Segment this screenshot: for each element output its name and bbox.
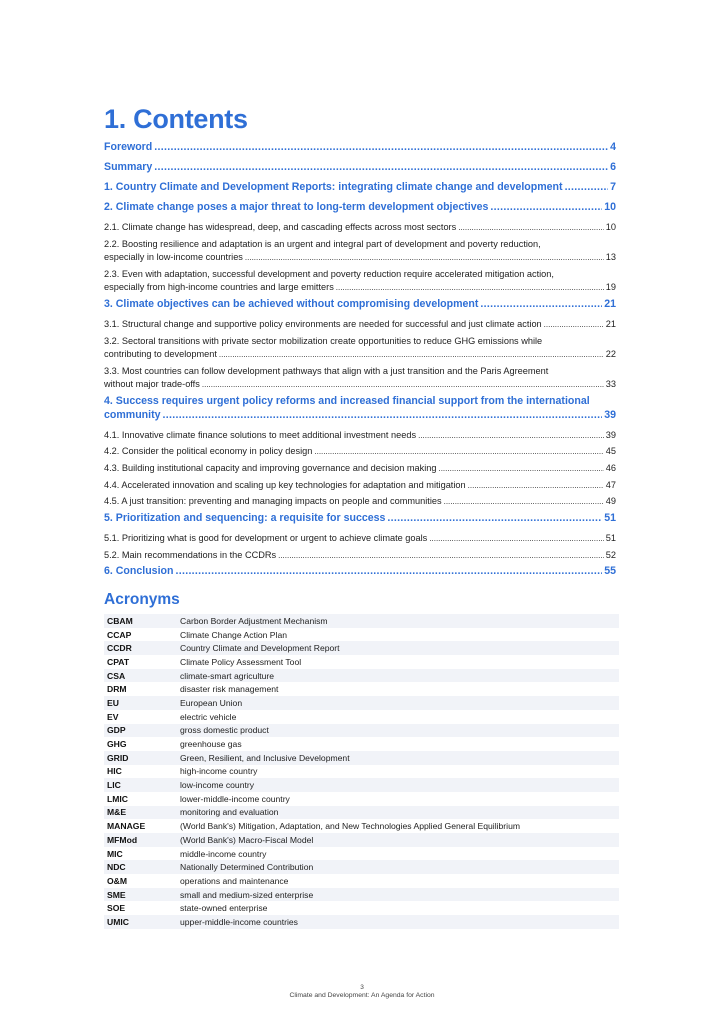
toc-dot-leader xyxy=(418,429,604,443)
toc-page-number: 19 xyxy=(605,282,616,293)
acronym-row xyxy=(104,751,619,765)
toc-page-number: 4 xyxy=(610,141,616,153)
acronym-abbreviation: SOE xyxy=(107,903,126,914)
toc-section-link[interactable] xyxy=(104,365,616,392)
toc-page-number: 51 xyxy=(605,533,616,544)
acronym-definition: high-income country xyxy=(180,766,258,777)
toc-section-link[interactable] xyxy=(104,462,616,476)
toc-page-number: 21 xyxy=(605,319,616,330)
acronym-definition: disaster risk management xyxy=(180,684,279,695)
acronym-abbreviation: CCDR xyxy=(104,641,177,655)
toc-entry-title: 5.1. Prioritizing what is good for development or urgent to achieve climate goals xyxy=(104,533,428,544)
acronym-row xyxy=(104,888,619,902)
toc-entry-title-line: 4. Success requires urgent policy reforms and increased financial support from the international xyxy=(104,395,590,408)
toc-page-number: 22 xyxy=(605,349,616,360)
toc-dot-leader xyxy=(278,549,604,563)
acronym-definition: (World Bank's) Macro-Fiscal Model xyxy=(177,833,619,847)
toc-dot-leader xyxy=(314,445,603,459)
toc-chapter-link[interactable] xyxy=(104,201,616,215)
acronym-row xyxy=(104,806,619,820)
acronym-abbreviation: CPAT xyxy=(107,656,130,667)
acronym-row xyxy=(104,641,619,655)
toc-page-number: 10 xyxy=(604,201,616,213)
acronym-definition: Climate Policy Assessment Tool xyxy=(180,656,302,667)
toc-entry-title: especially from high-income countries and large emitters xyxy=(104,282,334,293)
acronym-abbreviation: GRID xyxy=(104,751,177,765)
acronyms-heading: Acronyms xyxy=(104,591,180,608)
toc-page-number: 45 xyxy=(605,446,616,457)
toc-page-number: 6 xyxy=(610,161,616,173)
toc-entry-title-line: 2.3. Even with adaptation, successful development and poverty reduction require accelerated mitigation action, xyxy=(104,268,554,279)
toc-dot-leader xyxy=(163,409,603,423)
toc-entry-title: 4.1. Innovative climate finance solutions to meet additional investment needs xyxy=(104,429,417,440)
toc-section-link[interactable] xyxy=(104,429,616,443)
acronym-definition: gross domestic product xyxy=(177,724,619,738)
acronym-abbreviation: CCAP xyxy=(107,629,132,640)
toc-entry-title: Foreword xyxy=(104,141,153,153)
toc-entry-title: 4.3. Building institutional capacity and improving governance and decision making xyxy=(104,463,437,473)
acronym-definition: monitoring and evaluation xyxy=(177,806,619,820)
acronym-abbreviation: MIC xyxy=(107,848,123,859)
acronym-abbreviation: EV xyxy=(107,711,119,722)
acronym-definition: Green, Resilient, and Inclusive Development xyxy=(177,751,619,765)
acronym-abbreviation: CSA xyxy=(104,669,177,683)
toc-entry-title: 4.2. Consider the political economy in policy design xyxy=(104,446,313,457)
acronym-row xyxy=(104,833,619,847)
toc-section-link[interactable] xyxy=(104,238,616,265)
toc-entry-title-line: 3.3. Most countries can follow development pathways that align with a just transition and the Paris Agreement xyxy=(104,365,549,376)
toc-page-number: 46 xyxy=(605,463,616,473)
toc-dot-leader xyxy=(438,462,603,476)
toc-page-number: 47 xyxy=(605,479,616,490)
toc-entry-title: 2.1. Climate change has widespread, deep, and cascading effects across most sectors xyxy=(104,222,457,232)
toc-entry-title: 2. Climate change poses a major threat to long-term development objectives xyxy=(104,201,489,213)
acronym-abbreviation: GHG xyxy=(107,739,127,750)
toc-entry-title: 5.2. Main recommendations in the CCDRs xyxy=(104,549,277,560)
toc-section-link[interactable] xyxy=(104,549,616,563)
toc-page-number: 39 xyxy=(605,429,616,440)
toc-chapter-link[interactable] xyxy=(104,395,616,422)
toc-dot-leader xyxy=(154,141,608,155)
acronym-row xyxy=(104,614,619,628)
toc-entry-title-line: 2.2. Boosting resilience and adaptation is an urgent and integral part of development and poverty reduction, xyxy=(104,238,541,249)
toc-dot-leader xyxy=(544,318,604,332)
acronym-abbreviation: O&M xyxy=(107,875,128,886)
toc-entry-title: community xyxy=(104,408,161,421)
toc-entry-title: 4.4. Accelerated innovation and scaling up key technologies for adaptation and mitigation xyxy=(104,479,466,490)
toc-page-number: 39 xyxy=(604,408,616,421)
toc-dot-leader xyxy=(219,348,604,362)
toc-page-number: 21 xyxy=(604,298,616,311)
acronym-abbreviation: CBAM xyxy=(104,614,177,628)
acronym-row xyxy=(104,778,619,792)
toc-entry-title-line: 3.2. Sectoral transitions with private sector mobilization create opportunities to reduce GHG emissions while xyxy=(104,335,543,346)
toc-dot-leader xyxy=(202,378,604,392)
acronym-row xyxy=(104,874,619,888)
acronym-definition: middle-income country xyxy=(180,848,267,859)
acronym-abbreviation: DRM xyxy=(107,684,127,695)
toc-dot-leader xyxy=(458,221,604,235)
toc-dot-leader xyxy=(565,181,609,195)
acronym-definition: low-income country xyxy=(177,778,619,792)
acronym-row xyxy=(104,792,619,806)
footer-publication-title: Climate and Development: An Agenda for Action xyxy=(289,992,435,999)
toc-section-link[interactable] xyxy=(104,445,616,459)
toc-section-link[interactable] xyxy=(104,318,616,332)
toc-page-number: 51 xyxy=(604,512,616,525)
acronym-row xyxy=(104,682,619,696)
acronym-row xyxy=(104,901,619,915)
toc-dot-leader xyxy=(387,512,602,526)
acronym-abbreviation: M&E xyxy=(104,806,177,820)
acronym-abbreviation: LIC xyxy=(104,778,177,792)
toc-entry-title: Summary xyxy=(104,161,153,173)
toc-dot-leader xyxy=(175,565,602,579)
footer-page-number: 3 xyxy=(360,984,364,991)
toc-chapter-link[interactable] xyxy=(104,141,616,155)
toc-page-number: 7 xyxy=(610,181,616,193)
acronym-definition: Carbon Border Adjustment Mechanism xyxy=(177,614,619,628)
toc-dot-leader xyxy=(444,495,604,509)
acronym-definition: lower-middle-income country xyxy=(180,793,290,804)
acronym-row xyxy=(104,724,619,738)
toc-entry-title: 1. Country Climate and Development Reports: integrating climate change and development xyxy=(104,181,563,193)
toc-entry-title: 3. Climate objectives can be achieved without compromising development xyxy=(104,298,479,311)
toc-dot-leader xyxy=(490,201,602,215)
toc-page-number: 49 xyxy=(605,496,616,507)
acronym-row xyxy=(104,847,619,861)
toc-section-link[interactable] xyxy=(104,268,616,295)
toc-chapter-link[interactable] xyxy=(104,512,616,526)
toc-section-link[interactable] xyxy=(104,532,616,546)
acronym-abbreviation: SME xyxy=(104,888,177,902)
toc-page-number: 10 xyxy=(605,222,616,232)
toc-chapter-link[interactable] xyxy=(104,181,616,195)
acronym-definition: small and medium-sized enterprise xyxy=(177,888,619,902)
toc-dot-leader xyxy=(480,298,602,312)
toc-entry-title: 4.5. A just transition: preventing and managing impacts on people and communities xyxy=(104,496,442,507)
acronym-abbreviation: MFMod xyxy=(104,833,177,847)
toc-dot-leader xyxy=(245,251,604,265)
toc-entry-title: especially in low-income countries xyxy=(104,252,243,263)
toc-section-link[interactable] xyxy=(104,221,616,235)
acronym-abbreviation: UMIC xyxy=(104,915,177,929)
page-title: 1. Contents xyxy=(104,104,248,134)
toc-page-number: 13 xyxy=(605,252,616,263)
acronym-abbreviation: GDP xyxy=(104,724,177,738)
acronym-definition: electric vehicle xyxy=(180,711,237,722)
acronym-row xyxy=(104,860,619,874)
toc-page-number: 33 xyxy=(605,379,616,390)
acronym-row xyxy=(104,669,619,683)
toc-section-link[interactable] xyxy=(104,335,616,362)
toc-dot-leader xyxy=(336,281,604,295)
toc-entry-title: contributing to development xyxy=(104,349,217,360)
toc-section-link[interactable] xyxy=(104,479,616,493)
acronym-definition: Country Climate and Development Report xyxy=(177,641,619,655)
toc-entry-title: 6. Conclusion xyxy=(104,565,174,578)
acronym-row xyxy=(104,819,619,833)
toc-dot-leader xyxy=(429,532,603,546)
acronym-row xyxy=(104,655,619,669)
toc-chapter-link[interactable] xyxy=(104,161,616,175)
toc-entry-title: 3.1. Structural change and supportive policy environments are needed for successful and just climate action xyxy=(104,319,542,330)
acronym-row xyxy=(104,710,619,724)
acronym-definition: climate-smart agriculture xyxy=(177,669,619,683)
toc-entry-title: without major trade-offs xyxy=(104,379,200,390)
acronym-definition: Nationally Determined Contribution xyxy=(177,860,619,874)
toc-dot-leader xyxy=(468,479,604,493)
acronym-row xyxy=(104,915,619,929)
acronym-abbreviation: NDC xyxy=(104,860,177,874)
toc-dot-leader xyxy=(154,161,608,175)
acronym-abbreviation: MANAGE xyxy=(107,821,146,832)
toc-chapter-link[interactable] xyxy=(104,298,616,312)
acronym-row xyxy=(104,628,619,642)
acronym-row xyxy=(104,696,619,710)
acronym-definition: greenhouse gas xyxy=(180,739,242,750)
toc-chapter-link[interactable] xyxy=(104,565,616,579)
acronym-definition: operations and maintenance xyxy=(180,875,289,886)
table-of-contents xyxy=(104,141,616,585)
toc-page-number: 52 xyxy=(605,549,616,560)
acronym-definition: European Union xyxy=(177,696,619,710)
acronym-definition: Climate Change Action Plan xyxy=(180,629,288,640)
acronym-row xyxy=(104,737,619,751)
acronym-row xyxy=(104,765,619,779)
acronym-definition: state-owned enterprise xyxy=(180,903,268,914)
acronym-definition: upper-middle-income countries xyxy=(177,915,619,929)
acronym-abbreviation: HIC xyxy=(107,766,122,777)
toc-entry-title: 5. Prioritization and sequencing: a requisite for success xyxy=(104,512,386,525)
acronym-definition: (World Bank's) Mitigation, Adaptation, and New Technologies Applied General Equilibrium xyxy=(180,821,521,832)
toc-section-link[interactable] xyxy=(104,495,616,509)
acronym-abbreviation: LMIC xyxy=(107,793,129,804)
toc-page-number: 55 xyxy=(604,565,616,578)
acronym-abbreviation: EU xyxy=(104,696,177,710)
acronyms-table xyxy=(104,614,619,929)
